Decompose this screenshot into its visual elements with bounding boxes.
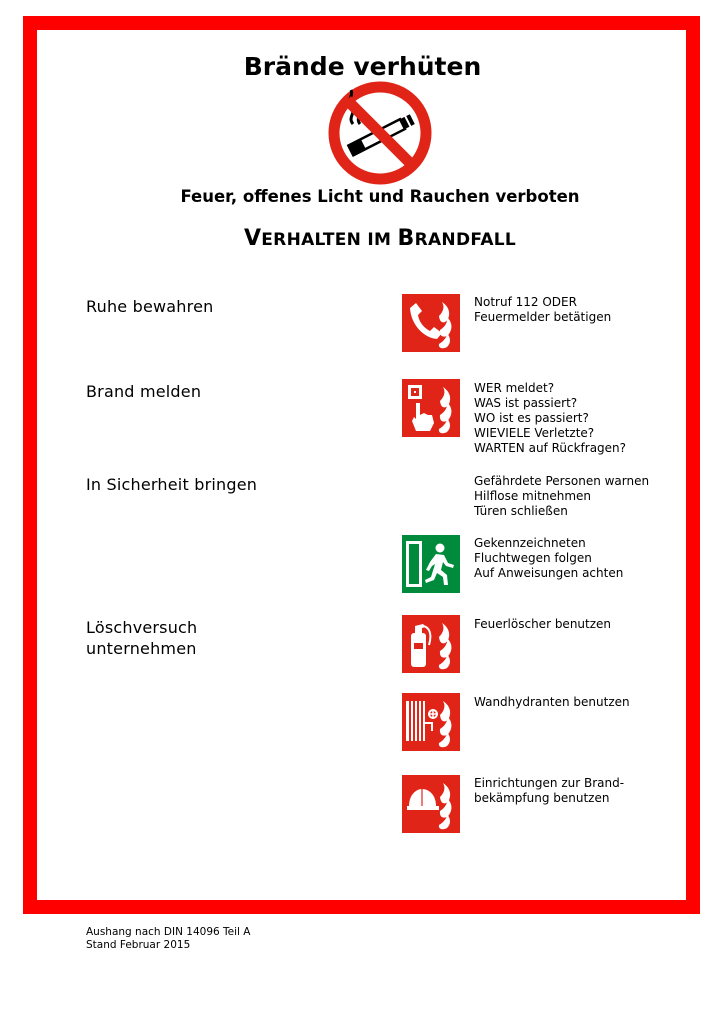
step-stay-calm: Ruhe bewahren xyxy=(86,297,214,316)
section-heading: VERHALTEN IM BRANDFALL xyxy=(243,226,517,251)
step-get-to-safety: In Sicherheit bringen xyxy=(86,475,258,494)
fire-extinguisher-icon xyxy=(402,615,460,673)
footer-note: Aushang nach DIN 14096 Teil A Stand Februar 2015 xyxy=(86,926,251,951)
instruction-firefighting-equipment: Einrichtungen zur Brand- bekämpfung benutzen xyxy=(474,776,625,805)
instruction-use-hydrants: Wandhydranten benutzen xyxy=(474,695,630,709)
prohibition-text: Feuer, offenes Licht und Rauchen verboten xyxy=(180,187,580,206)
firefighting-equipment-icon xyxy=(402,775,460,833)
step-attempt-extinguishing: Löschversuch unternehmen xyxy=(86,618,198,658)
fire-alarm-call-point-icon xyxy=(402,379,460,437)
fire-hose-reel-icon xyxy=(402,693,460,751)
instruction-report-questions: WER meldet? WAS ist passiert? WO ist es passiert? WIEVIELE Verletzte? WARTEN auf Rückfragen? xyxy=(474,381,627,455)
instruction-use-extinguisher: Feuerlöscher benutzen xyxy=(474,617,612,631)
instruction-emergency-call: Notruf 112 ODER Feuermelder betätigen xyxy=(474,295,612,324)
step-report-fire: Brand melden xyxy=(86,382,202,401)
fire-alarm-telephone-icon xyxy=(402,294,460,352)
emergency-exit-icon xyxy=(402,535,460,593)
instruction-escape-routes: Gekennzeichneten Fluchtwegen folgen Auf Anweisungen achten xyxy=(474,536,624,580)
instruction-safety: Gefährdete Personen warnen Hilflose mitnehmen Türen schließen xyxy=(474,474,650,518)
poster-title: Brände verhüten xyxy=(243,52,482,81)
no-smoking-icon xyxy=(327,80,433,186)
